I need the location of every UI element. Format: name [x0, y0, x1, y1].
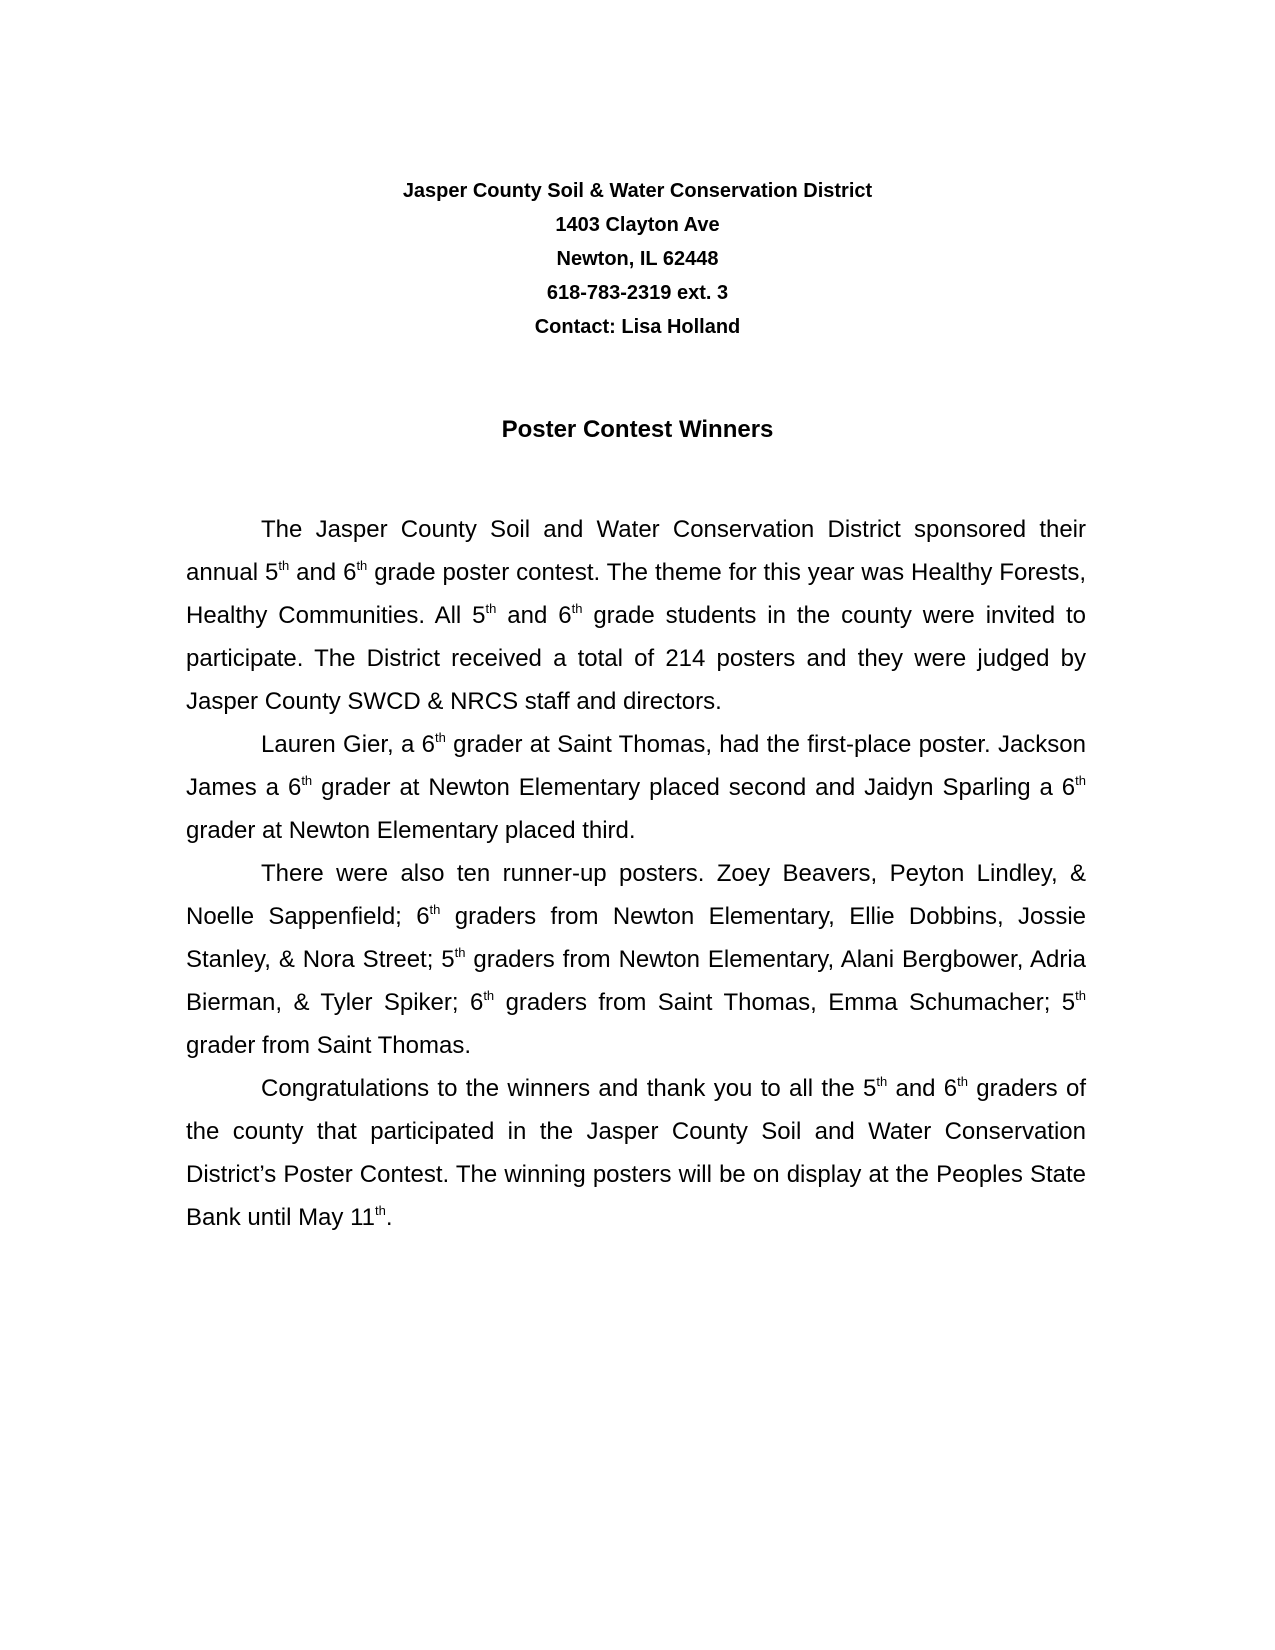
article-body: [186, 508, 1086, 1239]
text-run: graders from Newton Elementary, Alani Bergbower, Adria Bierman, & Tyler Spiker; 6: [186, 946, 1086, 1016]
letterhead: [0, 174, 1275, 344]
ordinal-suffix: th: [434, 730, 446, 745]
text-run: .: [385, 1204, 393, 1231]
ordinal-suffix: th: [1075, 773, 1087, 788]
text-run: grader at Saint Thomas, had the first-place poster. Jackson James a 6: [186, 731, 1086, 801]
ordinal-suffix: th: [957, 1074, 968, 1089]
text-run: Congratulations to the winners and thank you to all the 5: [261, 1075, 877, 1102]
organization-name: Jasper County Soil & Water Conservation District: [402, 180, 873, 202]
phone-number: 618-783-2319 ext. 3: [546, 282, 729, 304]
street-address: 1403 Clayton Ave: [555, 214, 720, 236]
paragraph-runners-up: [186, 852, 1086, 1067]
text-run: grader from Saint Thomas.: [186, 1032, 472, 1059]
ordinal-suffix: th: [876, 1074, 888, 1089]
text-run: grader at Newton Elementary placed third.: [186, 817, 636, 844]
ordinal-suffix: th: [301, 773, 313, 788]
text-run: grade poster contest. The theme for this year was Healthy Forests, Healthy Communities. All 5: [186, 559, 1086, 629]
ordinal-suffix: th: [356, 558, 368, 573]
text-run: and 6: [887, 1075, 958, 1102]
text-run: The Jasper County Soil and Water Conservation District sponsored their annual 5: [186, 516, 1086, 586]
ordinal-suffix: th: [429, 902, 441, 917]
text-run: and 6: [289, 559, 357, 586]
text-run: and 6: [496, 602, 572, 629]
ordinal-suffix: th: [454, 945, 466, 960]
ordinal-suffix: th: [1075, 988, 1086, 1003]
text-run: graders from Saint Thomas, Emma Schumacher; 5: [494, 989, 1076, 1016]
contact-name: Contact: Lisa Holland: [534, 316, 741, 338]
text-run: grade students in the county were invited to participate. The District received a total of 214 posters and they were judged by Jasper County SWCD & NRCS staff and directors.: [186, 602, 1086, 715]
document-title: Poster Contest Winners: [501, 416, 774, 443]
text-run: graders from Newton Elementary, Ellie Dobbins, Jossie Stanley, & Nora Street; 5: [186, 903, 1086, 973]
text-run: There were also ten runner-up posters. Zoey Beavers, Peyton Lindley, & Noelle Sappenfield; 6: [186, 860, 1086, 930]
text-run: grader at Newton Elementary placed second and Jaidyn Sparling a 6: [312, 774, 1076, 801]
ordinal-suffix: th: [571, 601, 583, 616]
city-state-zip: Newton, IL 62448: [556, 248, 719, 270]
ordinal-suffix: th: [278, 558, 290, 573]
paragraph-winners: [186, 723, 1086, 852]
ordinal-suffix: th: [485, 601, 497, 616]
text-run: graders of the county that participated in the Jasper County Soil and Water Conservation District’s Poster Contest. The winning posters will be on display at the Peoples State Bank until May 11: [186, 1075, 1086, 1231]
ordinal-suffix: th: [483, 988, 495, 1003]
ordinal-suffix: th: [375, 1203, 386, 1218]
text-run: Lauren Gier, a 6: [261, 731, 435, 758]
paragraph-congratulations: [186, 1067, 1086, 1239]
paragraph-intro: [186, 508, 1086, 723]
